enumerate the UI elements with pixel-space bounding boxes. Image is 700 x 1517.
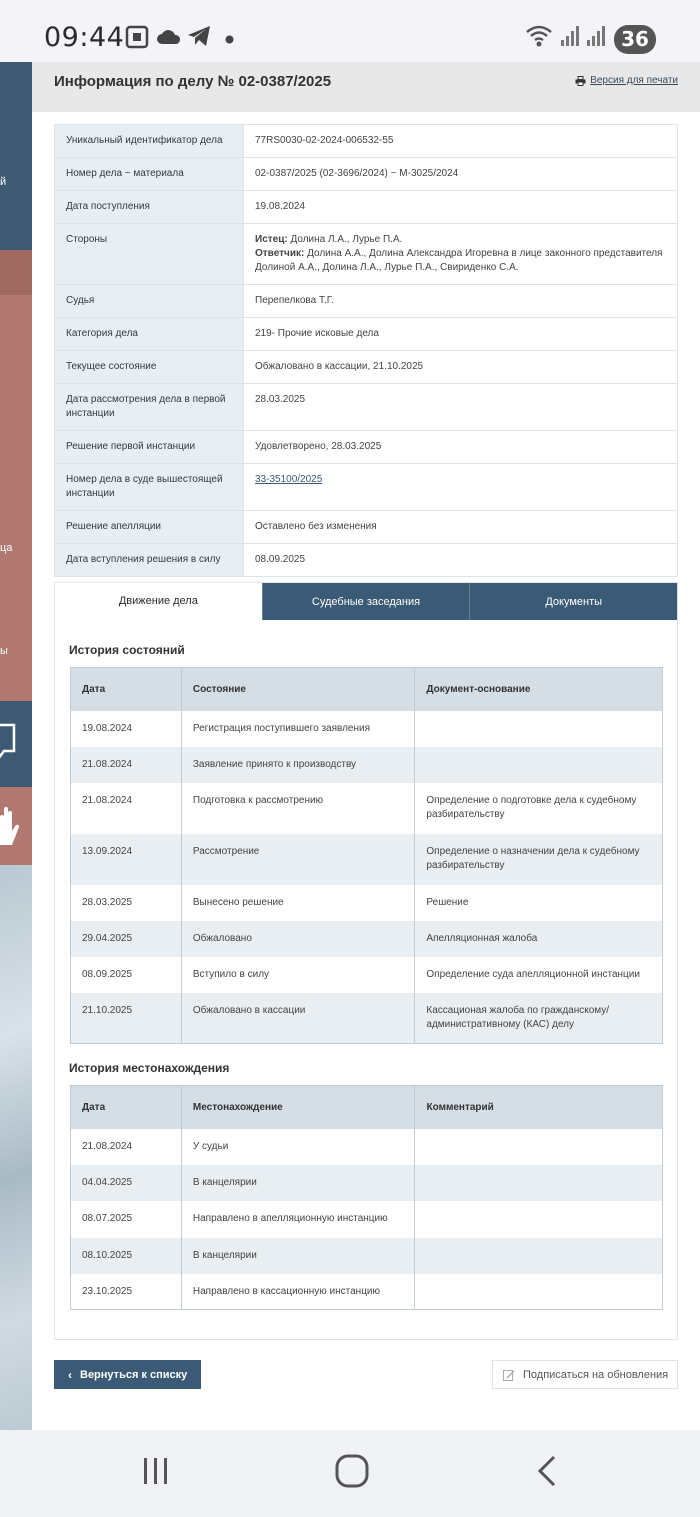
history-header-date: Дата <box>71 668 182 711</box>
location-cell: У судьи <box>181 1129 415 1165</box>
sidebar-chat-button[interactable] <box>0 701 32 787</box>
info-value: Перепелкова Т.Г. <box>244 285 678 318</box>
history-cell: Заявление принято к производству <box>181 747 415 783</box>
location-cell <box>415 1201 663 1238</box>
info-value: 77RS0030-02-2024-006532-55 <box>244 125 678 158</box>
info-value-parties <box>244 224 678 285</box>
history-cell: 13.09.2024 <box>71 834 182 885</box>
defendant-label: Ответчик: <box>255 248 305 259</box>
history-row <box>71 834 663 885</box>
sidebar-hand-button[interactable] <box>0 787 32 865</box>
tab-bar <box>55 583 677 620</box>
history-cell: Подготовка к рассмотрению <box>181 783 415 834</box>
history-cell: Регистрация поступившего заявления <box>181 711 415 747</box>
screenshot-icon <box>124 24 150 50</box>
info-row-effective <box>55 544 678 577</box>
info-label: Номер дела в суде вышестоящей инстанции <box>55 464 244 511</box>
location-header-date: Дата <box>71 1086 182 1129</box>
chat-icon <box>0 701 32 787</box>
info-value: Оставлено без изменения <box>244 511 678 544</box>
info-row-number <box>55 158 678 191</box>
history-cell: 29.04.2025 <box>71 921 182 957</box>
history-cell: Обжаловано <box>181 921 415 957</box>
hand-icon <box>0 787 32 865</box>
info-value: 219- Прочие исковые дела <box>244 318 678 351</box>
info-label: Решение апелляции <box>55 511 244 544</box>
info-row-date <box>55 191 678 224</box>
history-cell: Вступило в силу <box>181 957 415 993</box>
status-bar <box>0 0 700 62</box>
history-cell: Рассмотрение <box>181 834 415 885</box>
tab-court-sessions[interactable]: Судебные заседания <box>262 583 470 620</box>
history-header-document: Документ-основание <box>415 668 663 711</box>
history-cell: Определение суда апелляционной инстанции <box>415 957 663 993</box>
history-cell: 08.09.2025 <box>71 957 182 993</box>
back-button-label: Вернуться к списку <box>80 1368 188 1381</box>
plaintiff-label: Истец: <box>255 234 288 245</box>
history-cell: 19.08.2024 <box>71 711 182 747</box>
recent-apps-icon[interactable] <box>140 1454 172 1488</box>
history-cell <box>415 747 663 783</box>
info-label: Дата рассмотрения дела в первой инстанции <box>55 384 244 431</box>
info-label: Категория дела <box>55 318 244 351</box>
back-to-list-button[interactable] <box>54 1360 201 1389</box>
signal-icon-1 <box>560 24 580 48</box>
location-cell: 04.04.2025 <box>71 1165 182 1201</box>
history-row <box>71 747 663 783</box>
location-cell: В канцелярии <box>181 1238 415 1274</box>
sidebar-block-blue[interactable] <box>0 62 32 250</box>
history-cell: Обжаловано в кассации <box>181 993 415 1044</box>
location-cell: Направлено в кассационную инстанцию <box>181 1274 415 1310</box>
printer-icon <box>575 76 586 86</box>
info-row-review <box>55 384 678 431</box>
history-row <box>71 993 663 1044</box>
info-row-uid <box>55 125 678 158</box>
plaintiff-value: Долина Л.А., Лурье П.А. <box>287 234 403 245</box>
info-value: 19.08.2024 <box>244 191 678 224</box>
info-value: Удовлетворено, 28.03.2025 <box>244 431 678 464</box>
location-row <box>71 1129 663 1165</box>
sidebar-block-dark-red[interactable] <box>0 250 32 295</box>
battery-indicator: 36 <box>614 25 656 54</box>
back-icon[interactable] <box>534 1454 560 1488</box>
history-cell: 21.08.2024 <box>71 747 182 783</box>
cloud-icon <box>156 28 182 46</box>
history-cell <box>415 711 663 747</box>
print-version-label: Версия для печати <box>590 75 678 86</box>
location-row <box>71 1274 663 1310</box>
info-label: Решение первой инстанции <box>55 431 244 464</box>
history-table <box>70 667 663 1044</box>
tab-documents[interactable]: Документы <box>469 583 677 620</box>
history-cell: Решение <box>415 885 663 921</box>
history-cell: 28.03.2025 <box>71 885 182 921</box>
home-icon[interactable] <box>334 1453 370 1489</box>
info-label: Текущее состояние <box>55 351 244 384</box>
history-cell: Вынесено решение <box>181 885 415 921</box>
system-nav-bar <box>0 1430 700 1517</box>
sidebar-text-fragment: й <box>0 176 7 188</box>
info-row-parties <box>55 224 678 285</box>
location-section-title: История местонахождения <box>69 1061 230 1075</box>
location-cell: 21.08.2024 <box>71 1129 182 1165</box>
location-table <box>70 1085 663 1310</box>
main-content <box>32 62 700 1430</box>
notification-dot-icon <box>225 35 234 44</box>
location-cell <box>415 1238 663 1274</box>
history-cell: Определение о подготовке дела к судебному разбирательству <box>415 783 663 834</box>
sidebar-background-image <box>0 865 32 1430</box>
history-row <box>71 921 663 957</box>
location-header-row <box>71 1086 663 1129</box>
location-cell: 08.10.2025 <box>71 1238 182 1274</box>
info-label: Номер дела ~ материала <box>55 158 244 191</box>
sidebar-text-fragment: ца <box>0 542 13 554</box>
location-cell <box>415 1129 663 1165</box>
info-row-state <box>55 351 678 384</box>
history-section-title: История состояний <box>69 643 185 657</box>
info-label: Дата поступления <box>55 191 244 224</box>
location-row <box>71 1165 663 1201</box>
location-header-comment: Комментарий <box>415 1086 663 1129</box>
location-cell: Направлено в апелляционную инстанцию <box>181 1201 415 1238</box>
history-cell: Определение о назначении дела к судебному разбирательству <box>415 834 663 885</box>
info-label: Уникальный идентификатор дела <box>55 125 244 158</box>
info-row-higher <box>55 464 678 511</box>
edit-icon <box>503 1369 515 1381</box>
wifi-icon <box>525 24 553 48</box>
location-cell <box>415 1274 663 1310</box>
page-header <box>32 62 700 112</box>
history-cell: Апелляционная жалоба <box>415 921 663 957</box>
tabs-panel <box>54 582 678 1340</box>
info-row-category <box>55 318 678 351</box>
sidebar-text-fragment: ы <box>0 645 8 657</box>
history-row <box>71 885 663 921</box>
tab-case-movement[interactable]: Движение дела <box>55 583 262 620</box>
history-header-state: Состояние <box>181 668 415 711</box>
history-cell: 21.10.2025 <box>71 993 182 1044</box>
info-row-decision <box>55 431 678 464</box>
signal-icon-2 <box>586 24 606 48</box>
subscribe-updates-button[interactable] <box>492 1360 678 1389</box>
telegram-icon <box>186 24 212 48</box>
higher-case-link[interactable]: 33-35100/2025 <box>255 474 323 485</box>
info-row-judge <box>55 285 678 318</box>
info-value: 28.03.2025 <box>244 384 678 431</box>
history-row <box>71 783 663 834</box>
sidebar-block-red[interactable] <box>0 295 32 701</box>
info-row-appeal <box>55 511 678 544</box>
info-label: Судья <box>55 285 244 318</box>
case-info-table <box>54 124 678 577</box>
location-row <box>71 1201 663 1238</box>
subscribe-button-label: Подписаться на обновления <box>523 1368 669 1381</box>
location-cell: 08.07.2025 <box>71 1201 182 1238</box>
info-label: Дата вступления решения в силу <box>55 544 244 577</box>
defendant-value: Долина А.А., Долина Александра Игоревна в лице законного представителя Долиной А.А., Долина Л.А., Лурье П.А., Свириденко С.А. <box>255 248 663 273</box>
print-version-link[interactable] <box>575 75 678 86</box>
history-cell: Кассационая жалоба по гражданскому/ административному (КАС) делу <box>415 993 663 1044</box>
info-value: 08.09.2025 <box>244 544 678 577</box>
location-cell: В канцелярии <box>181 1165 415 1201</box>
page-title: Информация по делу № 02-0387/2025 <box>54 73 332 90</box>
location-header-place: Местонахождение <box>181 1086 415 1129</box>
history-header-row <box>71 668 663 711</box>
history-cell: 21.08.2024 <box>71 783 182 834</box>
history-row <box>71 957 663 993</box>
location-row <box>71 1238 663 1274</box>
info-value: 02-0387/2025 (02-3696/2024) ~ М-3025/2024 <box>244 158 678 191</box>
left-sidebar <box>0 62 32 1430</box>
location-cell <box>415 1165 663 1201</box>
status-time: 09:44 <box>44 22 125 53</box>
chevron-left-icon: ‹ <box>68 1367 72 1382</box>
info-label: Стороны <box>55 224 244 285</box>
info-value: Обжаловано в кассации, 21.10.2025 <box>244 351 678 384</box>
info-value <box>244 464 678 511</box>
history-row <box>71 711 663 747</box>
location-cell: 23.10.2025 <box>71 1274 182 1310</box>
